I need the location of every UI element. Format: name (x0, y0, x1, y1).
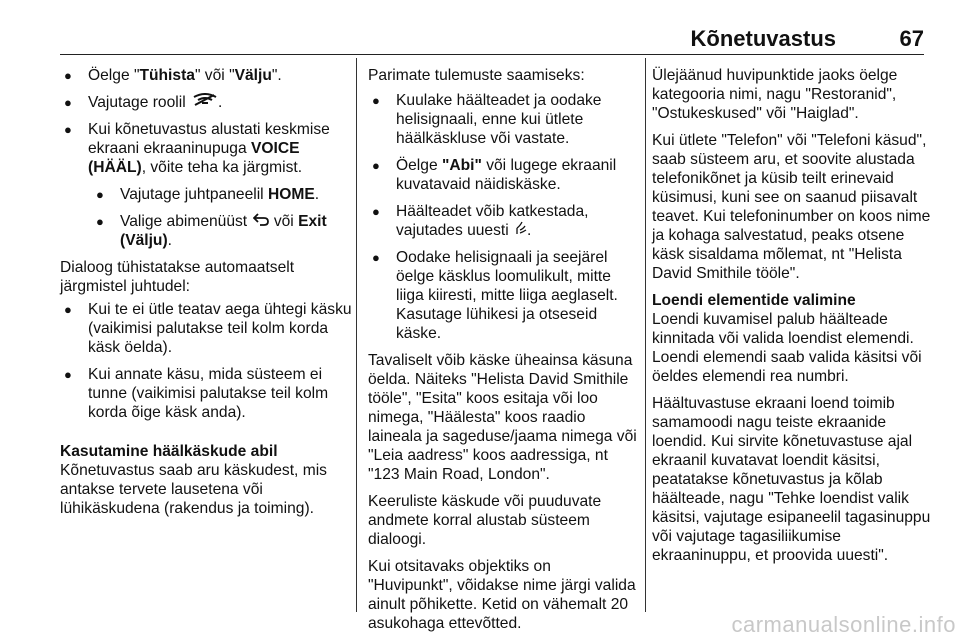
bullet: ● (64, 68, 72, 83)
list-item: ● Öelge "Abi" või lugege ekraanil kuvatavaid näidiskäske. (372, 157, 617, 193)
column-3 (652, 66, 934, 573)
column-divider-2 (645, 58, 646, 612)
bullet: ● (372, 204, 380, 219)
watermark: carmanualsonline.info (731, 612, 956, 637)
list-item: ● Kui annate käsu, mida süsteem ei tunne (vaikimisi palutakse teil kolm korda õige käsk anda). (64, 366, 329, 421)
bullet: ● (64, 367, 72, 382)
bullet: ● (64, 95, 72, 110)
paragraph: Tavaliselt võib käske üheainsa käsuna öelda. Näiteks "Helista David Smithile tööle", "Esita" koos esitaja või loo nimega, "Häälesta" koos raadio laineala ja sageduse/jaama nimega või "Leia aadress" koos aadressiga, nt "123 Main Road, London". (368, 352, 637, 483)
page-number: 67 (899, 26, 924, 51)
sub-list-item: ● Vajutage juhtpaneelil HOME. (96, 186, 320, 203)
paragraph: Dialoog tühistatakse automaatselt järgmistel juhtudel: (60, 259, 295, 295)
section-heading: Loendi elementide valimine (652, 292, 856, 309)
paragraph: Häältuvastuse ekraani loend toimib samamoodi nagu teiste ekraanide loendid. Kui sirvite kõnetuvastuse ajal ekraanil kuvatavat loendit käsitsi, peatatakse kõnetuvastus ja kõlab häälteade, nagu "Tehke loendist valik käsitsi, vajutage esipaneelil tagasinuppu või vajutage tagasiliikumise ekraaninuppu, et proovida uuesti". (652, 395, 931, 564)
paragraph: Loendi kuvamisel palub häälteade kinnitada või valida loendist elemendi. Loendi elemendi saab valida käsitsi või öeldes elemendi rea numbri. (652, 311, 922, 385)
bullet: ● (96, 187, 104, 202)
header-rule (60, 54, 924, 55)
list-item: ● Vajutage roolil . (64, 94, 223, 111)
bullet: ● (96, 214, 104, 229)
list-item: ● Kui kõnetuvastus alustati keskmise ekraani ekraaninupuga VOICE (HÄÄL), võite teha ka järgmist. (64, 121, 330, 176)
bullet: ● (372, 250, 380, 265)
voice-button-icon (515, 221, 527, 240)
section-heading: Kasutamine häälkäskude abil (60, 443, 278, 460)
list-item: ● Öelge "Tühista" või "Välju". (64, 67, 282, 84)
column-divider-1 (356, 58, 357, 612)
list-item: ● Kui te ei ütle teatav aega ühtegi käsku (vaikimisi palutakse teil kolm korda käsk öelda). (64, 301, 352, 356)
column-1 (60, 66, 352, 526)
steering-wheel-voice-icon (192, 93, 218, 112)
paragraph: Kõnetuvastus saab aru käskudest, mis antakse tervete lausetena või lühikäskudena (rakendus ja toiming). (60, 462, 327, 517)
bullet: ● (372, 93, 380, 108)
column-2 (368, 66, 638, 641)
list-item: ● Kuulake häälteadet ja oodake helisignaali, enne kui ütlete häälkäskluse või vastate. (372, 92, 602, 147)
page-header (60, 24, 924, 54)
bullet: ● (64, 302, 72, 317)
back-arrow-icon (253, 212, 269, 231)
list-item: ● Oodake helisignaali ja seejärel öelge käsklus loomulikult, mitte liiga kiiresti, mitte liiga aeglaselt. Kasutage lühikesi ja otseseid käske. (372, 249, 618, 342)
sub-list-item: ● Valige abimenüüst või Exit (Välju). (96, 213, 327, 249)
paragraph: Ülejäänud huvipunktide jaoks öelge kategooria nimi, nagu "Restoranid", "Ostukeskused" või "Haiglad". (652, 67, 898, 122)
paragraph: Kui otsitavaks objektiks on "Huvipunkt", võidakse nime järgi valida ainult põhikette. Ketid on vähemalt 20 asukohaga ettevõtted. (368, 558, 636, 632)
paragraph: Keeruliste käskude või puuduvate andmete korral alustab süsteem dialoogi. (368, 493, 602, 548)
bullet: ● (372, 158, 380, 173)
paragraph: Kui ütlete "Telefon" või "Telefoni käsud", saab süsteem aru, et soovite alustada telefonikõnet ja küsib teilt erinevaid küsimusi, kuni see on saanud piisavalt teavet. Kui telefoninumber on koos nime ja kohaga salvestatud, peaks otsene käsk sisaldama mõlemat, nt "Helista David Smithile tööle". (652, 132, 931, 282)
page-title: Kõnetuvastus (690, 26, 836, 51)
bullet: ● (64, 122, 72, 137)
paragraph: Parimate tulemuste saamiseks: (368, 67, 585, 84)
list-item: ● Häälteadet võib katkestada, vajutades uuesti . (372, 203, 589, 239)
